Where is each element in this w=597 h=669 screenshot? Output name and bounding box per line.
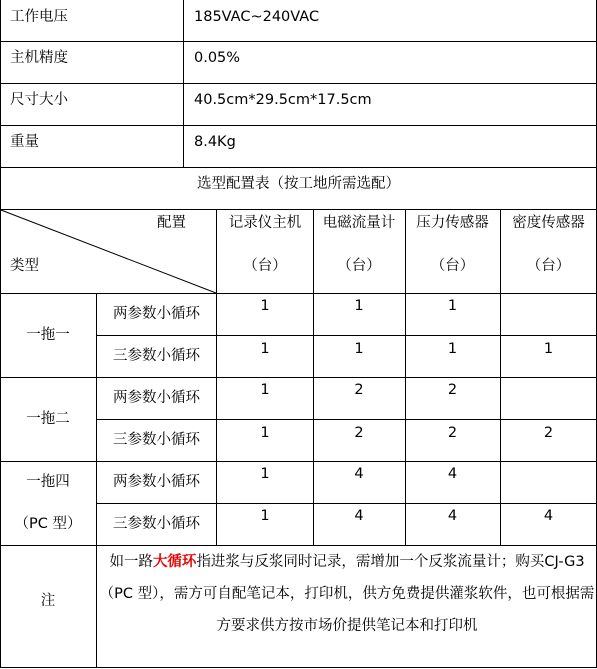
row-sub-label: 两参数小循环: [113, 389, 200, 406]
spec-label-accuracy: 主机精度: [10, 49, 68, 66]
table-cell: 4: [447, 465, 458, 482]
spec-label-size: 尺寸大小: [10, 91, 68, 108]
row-sub-label: 三参数小循环: [113, 431, 200, 448]
table-cell: 4: [543, 507, 554, 524]
column-header-pressure: 压力传感器: [416, 214, 489, 231]
spec-value-accuracy: 0.05%: [194, 49, 241, 66]
column-header-density: 密度传感器: [512, 214, 585, 231]
table-cell: 1: [260, 507, 270, 524]
note-label: 注: [40, 593, 56, 610]
table-cell: 2: [354, 381, 364, 398]
table-cell: 1: [447, 298, 458, 315]
table-cell: 2: [354, 424, 364, 441]
table-cell: 1: [260, 298, 270, 315]
group-name-1to4-pc: （PC 型）: [14, 515, 82, 532]
note-text-post: 指进浆与反浆同时记录，需增加一个反浆流量计；购买CJ-G3（PC 型），需方可自配笔记本，打印机，供方免费提供灌浆软件，也可根据需方要求供方按市场价提供笔记本和打印机: [99, 554, 595, 634]
spec-label-voltage: 工作电压: [10, 8, 68, 25]
column-unit-flowmeter: （台）: [337, 257, 381, 274]
spec-value-voltage: 185VAC~240VAC: [194, 8, 320, 25]
spec-value-size: 40.5cm*29.5cm*17.5cm: [194, 91, 372, 108]
header-config-label: 配置: [157, 214, 186, 231]
table-cell: 1: [447, 340, 458, 357]
table-cell: 4: [354, 507, 364, 524]
group-name-1to1: 一拖一: [26, 327, 70, 344]
note-text-pre: 如一路: [109, 554, 153, 570]
group-name-1to2: 一拖二: [26, 410, 70, 427]
column-unit-recorder: （台）: [243, 257, 287, 274]
table-cell: 4: [447, 507, 458, 524]
note-highlight: 大循环: [152, 554, 197, 570]
header-diagonal-line: [1, 210, 216, 293]
column-header-recorder: 记录仪主机: [228, 214, 302, 231]
table-cell: 1: [260, 381, 270, 398]
table-cell: 2: [447, 424, 458, 441]
column-unit-density: （台）: [526, 257, 571, 274]
table-cell: 1: [260, 340, 270, 357]
row-sub-label: 三参数小循环: [113, 515, 200, 532]
table-cell: 1: [543, 340, 554, 357]
spec-value-weight: 8.4Kg: [194, 133, 236, 150]
group-name-1to4: 一拖四: [26, 473, 70, 490]
table-cell: 4: [354, 465, 364, 482]
table-cell: 1: [354, 340, 364, 357]
row-sub-label: 两参数小循环: [113, 306, 200, 323]
table-cell: 1: [260, 465, 270, 482]
spec-label-weight: 重量: [10, 133, 39, 150]
table-cell: 2: [543, 424, 554, 441]
column-unit-pressure: （台）: [430, 257, 475, 274]
table-cell: 2: [447, 381, 458, 398]
header-type-label: 类型: [10, 257, 39, 274]
row-sub-label: 三参数小循环: [113, 347, 200, 364]
row-sub-label: 两参数小循环: [113, 473, 200, 490]
column-header-flowmeter: 电磁流量计: [322, 214, 396, 231]
config-table-title: 选型配置表（按工地所需选配）: [197, 175, 400, 192]
table-cell: 1: [260, 424, 270, 441]
table-cell: 1: [354, 298, 364, 315]
